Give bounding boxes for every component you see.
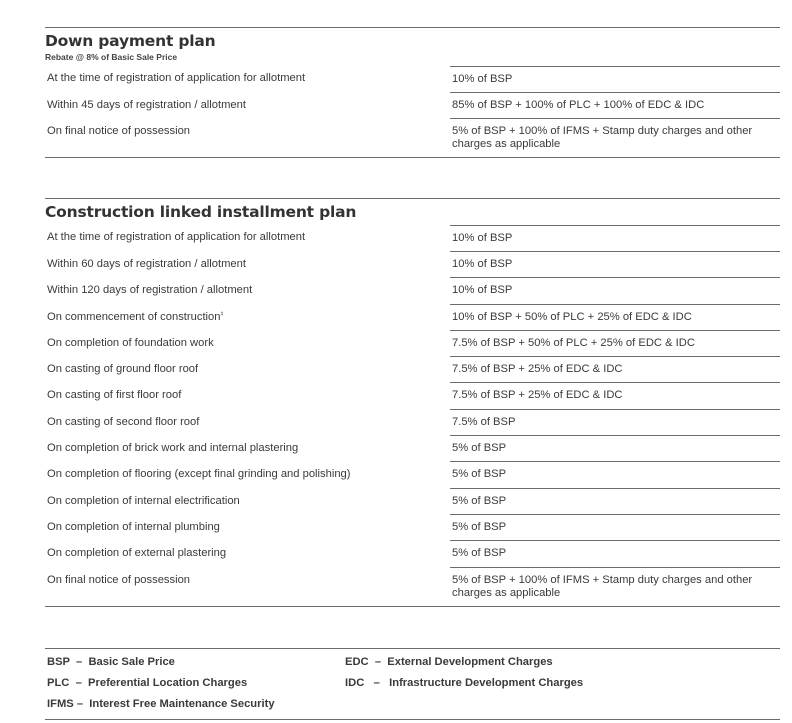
- amount-cell: 10% of BSP + 50% of PLC + 25% of EDC & IDC: [450, 305, 780, 331]
- amount-cell: 10% of BSP: [450, 252, 780, 278]
- construction-plan-table: [45, 225, 780, 607]
- table-row: [45, 278, 780, 304]
- table-row: [45, 119, 780, 158]
- table-row: [45, 357, 780, 383]
- amount-cell: 5% of BSP: [450, 462, 780, 488]
- legend-edc: EDC – External Development Charges: [345, 656, 553, 668]
- stage-cell: On casting of ground floor roof: [47, 363, 199, 376]
- table-row: [45, 410, 780, 436]
- down-payment-section: [45, 27, 780, 158]
- stage-cell: On completion of internal plumbing: [47, 520, 220, 533]
- table-row: [45, 331, 780, 357]
- stage-cell: On casting of first floor roof: [47, 389, 182, 402]
- amount-cell: 10% of BSP: [450, 225, 780, 252]
- stage-cell: On completion of foundation work: [47, 336, 214, 349]
- stage-cell: On final notice of possession: [47, 125, 191, 138]
- legend-ifms: IFMS – Interest Free Maintenance Security: [47, 698, 275, 710]
- table-row: [45, 515, 780, 541]
- footnote-mark: #: [220, 310, 224, 317]
- stage-cell: At the time of registration of application for allotment: [47, 72, 306, 84]
- amount-cell: 7.5% of BSP: [450, 410, 780, 436]
- down-payment-table: [45, 66, 780, 158]
- amount-cell: 7.5% of BSP + 25% of EDC & IDC: [450, 357, 780, 383]
- amount-cell: 5% of BSP: [450, 489, 780, 515]
- table-row: [45, 436, 780, 462]
- stage-cell: Within 120 days of registration / allotment: [47, 284, 253, 297]
- down-payment-subtitle: Rebate @ 8% of Basic Sale Price: [45, 52, 178, 62]
- stage-cell: [45, 305, 450, 331]
- table-row: [45, 489, 780, 515]
- amount-cell: 85% of BSP + 100% of PLC + 100% of EDC & IDC: [450, 93, 780, 119]
- amount-cell: 5% of BSP + 100% of IFMS + Stamp duty charges and other charges as applicable: [452, 573, 753, 599]
- amount-cell: 5% of BSP: [450, 436, 780, 462]
- down-payment-title: Down payment plan: [45, 27, 780, 51]
- construction-plan-section: [45, 198, 780, 607]
- stage-cell: On final notice of possession: [47, 573, 191, 586]
- stage-cell: Within 45 days of registration / allotment: [47, 99, 246, 111]
- stage-cell: On completion of flooring (except final grinding and polishing): [47, 468, 351, 481]
- stage-text: On commencement of construction: [47, 310, 221, 323]
- amount-cell: 5% of BSP: [450, 515, 780, 541]
- table-row: [45, 66, 780, 93]
- table-row: [45, 305, 780, 331]
- table-row: [45, 252, 780, 278]
- amount-cell: 5% of BSP: [450, 541, 780, 567]
- stage-cell: Within 60 days of registration / allotment: [47, 258, 246, 270]
- construction-plan-title: Construction linked installment plan: [45, 198, 780, 222]
- stage-cell: On completion of external plastering: [47, 547, 227, 560]
- amount-cell: 5% of BSP + 100% of IFMS + Stamp duty charges and other charges as applicable: [452, 125, 753, 151]
- stage-cell: On completion of brick work and internal plastering: [47, 442, 299, 455]
- table-row: [45, 568, 780, 607]
- amount-cell: 7.5% of BSP + 50% of PLC + 25% of EDC & IDC: [450, 331, 780, 357]
- legend-idc: IDC – Infrastructure Development Charges: [345, 677, 584, 689]
- stage-cell: On completion of internal electrification: [47, 494, 240, 507]
- stage-cell: On casting of second floor roof: [47, 415, 200, 428]
- amount-cell: 10% of BSP: [450, 66, 780, 93]
- amount-cell: 10% of BSP: [450, 278, 780, 304]
- table-row: [45, 383, 780, 409]
- amount-cell: 7.5% of BSP + 25% of EDC & IDC: [450, 383, 780, 409]
- abbreviations-legend: [45, 648, 780, 720]
- legend-plc: PLC – Preferential Location Charges: [47, 677, 248, 689]
- legend-bsp: BSP – Basic Sale Price: [47, 656, 175, 668]
- stage-cell: At the time of registration of application for allotment: [47, 231, 306, 243]
- table-row: [45, 541, 780, 567]
- table-row: [45, 225, 780, 252]
- table-row: [45, 93, 780, 119]
- table-row: [45, 462, 780, 488]
